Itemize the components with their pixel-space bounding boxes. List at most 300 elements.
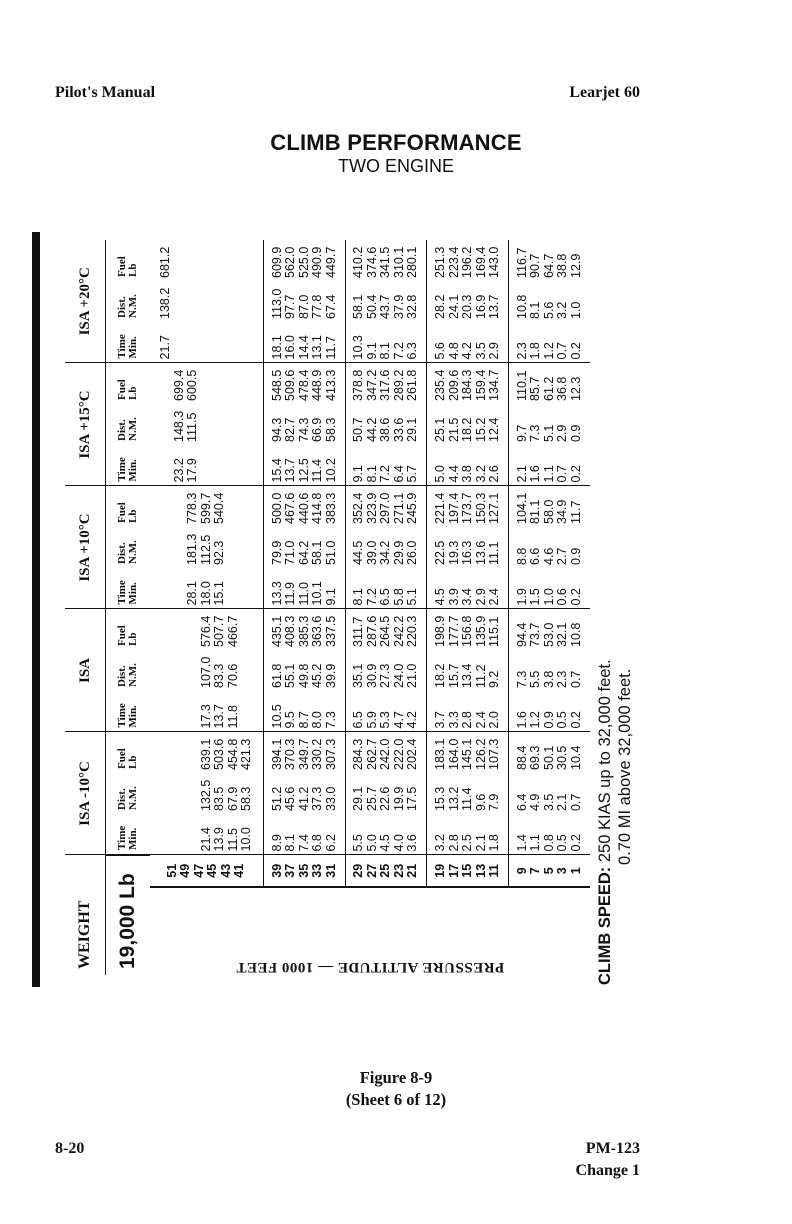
- group-header: ISA +15°C: [65, 363, 106, 486]
- data-value: 9.1: [323, 588, 338, 606]
- data-value: 17.3: [198, 704, 213, 729]
- data-value: 104.1: [514, 492, 529, 524]
- data-value: 1.8: [487, 834, 502, 852]
- data-value: 4.8: [446, 342, 461, 360]
- data-value: 6.4: [391, 465, 406, 483]
- data-value: [159, 610, 173, 648]
- data-value: [159, 364, 173, 402]
- data-value: 20.3: [460, 294, 475, 319]
- data-value: 29.9: [391, 540, 406, 565]
- data-value: 5.0: [433, 465, 448, 483]
- climb-speed-note: [595, 585, 655, 985]
- data-value: 94.3: [269, 417, 284, 442]
- data-value: [186, 240, 200, 278]
- data-value: 467.6: [283, 492, 298, 524]
- column-header-time: [106, 814, 151, 855]
- altitude-value: 31: [323, 863, 338, 878]
- data-value: 3.9: [446, 588, 461, 606]
- data-value: 0.7: [568, 793, 583, 811]
- data-column: [345, 486, 427, 527]
- data-value: 1.0: [568, 301, 583, 319]
- data-value: [213, 445, 227, 483]
- data-value: 330.2: [310, 738, 325, 770]
- data-value: 4.7: [391, 711, 406, 729]
- data-value: 24.1: [446, 294, 461, 319]
- data-value: 378.8: [351, 369, 366, 401]
- data-value: 32.8: [405, 294, 420, 319]
- data-value: 271.1: [391, 492, 406, 524]
- data-value: [200, 322, 214, 360]
- data-value: 88.4: [514, 745, 529, 770]
- data-value: 21.5: [446, 417, 461, 442]
- data-value: 14.4: [296, 335, 311, 360]
- data-value: 363.6: [310, 615, 325, 647]
- altitude-value: 45: [205, 863, 220, 878]
- data-value: [186, 691, 200, 729]
- data-value: 33.0: [323, 786, 338, 811]
- data-value: 169.4: [473, 246, 488, 278]
- data-value: [173, 487, 187, 525]
- data-value: [159, 404, 173, 442]
- data-column: [150, 486, 263, 527]
- data-value: [240, 322, 254, 360]
- figure-sheet: (Sheet 6 of 12): [345, 1090, 447, 1109]
- data-value: [227, 404, 241, 442]
- data-value: 681.2: [158, 246, 173, 278]
- data-value: 6.8: [310, 834, 325, 852]
- column-header-dist-line2: N.M.: [127, 417, 139, 441]
- data-value: 2.8: [460, 711, 475, 729]
- data-value: 21.7: [158, 335, 173, 360]
- data-value: 58.3: [239, 786, 254, 811]
- data-value: 13.7: [212, 704, 227, 729]
- data-value: 12.4: [487, 417, 502, 442]
- altitude-value: 5: [541, 867, 556, 875]
- data-column: [150, 240, 263, 281]
- data-value: [173, 691, 187, 729]
- data-value: 49.8: [296, 663, 311, 688]
- data-value: 10.0: [239, 827, 254, 852]
- data-value: 421.3: [239, 738, 254, 770]
- data-value: 245.9: [405, 492, 420, 524]
- data-value: 4.5: [433, 588, 448, 606]
- data-value: 410.2: [351, 246, 366, 278]
- data-column: [263, 773, 345, 814]
- altitude-value: 13: [473, 863, 488, 878]
- manual-title: Pilot's Manual: [55, 84, 156, 101]
- data-column: [263, 609, 345, 650]
- data-value: [213, 281, 227, 319]
- data-value: 13.9: [212, 827, 227, 852]
- weight-value: 19,000 Lb: [106, 855, 151, 975]
- data-value: 264.5: [378, 615, 393, 647]
- data-value: [159, 445, 173, 483]
- data-value: 507.7: [212, 615, 227, 647]
- page-subtitle: TWO ENGINE: [338, 156, 454, 176]
- data-value: 2.1: [514, 465, 529, 483]
- data-value: 39.0: [364, 540, 379, 565]
- data-value: 116.7: [514, 247, 529, 278]
- data-value: 548.5: [269, 369, 284, 401]
- data-value: 323.9: [364, 492, 379, 524]
- data-value: 4.9: [528, 793, 543, 811]
- altitude-values: [427, 855, 509, 887]
- data-value: 1.6: [514, 711, 529, 729]
- data-value: 0.2: [568, 834, 583, 852]
- data-value: [227, 487, 241, 525]
- data-value: 2.1: [555, 793, 570, 811]
- column-header-time-line2: Min.: [127, 336, 139, 359]
- data-column: [150, 445, 263, 486]
- column-header-fuel-line2: Lb: [127, 755, 139, 769]
- data-value: 223.4: [446, 246, 461, 278]
- data-column: [345, 322, 427, 363]
- data-column: [150, 404, 263, 445]
- data-value: 37.9: [391, 294, 406, 319]
- data-column: [150, 527, 263, 568]
- climb-performance-table: [65, 240, 590, 975]
- column-header-fuel-line1: Fuel: [116, 625, 128, 646]
- data-value: 9.5: [283, 711, 298, 729]
- data-value: 15.4: [269, 458, 284, 483]
- data-value: 107.0: [198, 656, 213, 688]
- data-value: 500.0: [269, 492, 284, 524]
- data-value: [186, 281, 200, 319]
- data-value: 39.9: [323, 663, 338, 688]
- data-value: 0.9: [568, 424, 583, 442]
- data-value: [159, 568, 173, 606]
- altitude-value: 41: [232, 863, 247, 878]
- data-value: 778.3: [185, 492, 200, 524]
- data-value: 11.5: [225, 828, 240, 852]
- data-value: 92.3: [212, 540, 227, 565]
- data-value: [213, 364, 227, 402]
- data-value: 134.7: [487, 369, 502, 401]
- data-value: 3.2: [433, 834, 448, 852]
- data-value: 2.0: [487, 711, 502, 729]
- data-value: 15.2: [473, 417, 488, 442]
- data-value: 107.3: [487, 738, 502, 770]
- data-value: 15.7: [446, 663, 461, 688]
- data-value: 11.7: [568, 500, 583, 524]
- column-header-fuel-line1: Fuel: [116, 748, 128, 769]
- data-column: [150, 732, 263, 773]
- data-column: [263, 240, 345, 281]
- data-value: 19.9: [391, 786, 406, 811]
- data-value: 150.3: [473, 492, 488, 524]
- data-value: 5.5: [528, 670, 543, 688]
- data-value: 13.2: [446, 786, 461, 811]
- data-value: [186, 322, 200, 360]
- data-value: 0.7: [555, 465, 570, 483]
- column-header-time-line1: Time: [116, 703, 128, 728]
- column-header-dist-line2: N.M.: [127, 294, 139, 318]
- data-value: [240, 650, 254, 688]
- data-value: 509.6: [283, 369, 298, 401]
- data-value: 97.7: [283, 294, 298, 319]
- data-value: 449.7: [323, 246, 338, 278]
- data-value: [200, 445, 214, 483]
- data-value: 0.2: [568, 342, 583, 360]
- data-value: 90.7: [528, 253, 543, 278]
- data-value: [227, 364, 241, 402]
- data-value: 4.5: [378, 834, 393, 852]
- data-value: 19.3: [446, 540, 461, 565]
- climb-speed-label: CLIMB SPEED:: [596, 866, 614, 985]
- data-value: 26.0: [405, 540, 420, 565]
- data-value: 8.1: [283, 834, 298, 852]
- data-value: [173, 322, 187, 360]
- data-value: 79.9: [269, 540, 284, 565]
- data-value: [159, 733, 173, 771]
- data-value: 307.3: [323, 738, 338, 770]
- climb-performance-table-rotated: [65, 240, 590, 975]
- group-header: ISA +20°C: [65, 240, 106, 363]
- data-value: 164.0: [446, 738, 461, 770]
- data-value: 600.5: [185, 369, 200, 401]
- data-value: 7.2: [378, 465, 393, 483]
- altitude-value: 27: [364, 863, 379, 878]
- data-value: 6.6: [528, 547, 543, 565]
- data-value: 25.7: [364, 786, 379, 811]
- data-value: 135.9: [473, 615, 488, 647]
- data-value: 5.1: [405, 588, 420, 606]
- data-value: 639.1: [198, 738, 213, 770]
- data-column: [427, 814, 509, 855]
- data-value: 55.1: [283, 663, 298, 688]
- column-header-dist: [106, 404, 151, 445]
- data-value: 13.1: [310, 335, 325, 360]
- data-value: [240, 610, 254, 648]
- figure-title: Figure 8-9: [359, 1068, 433, 1087]
- data-value: [159, 773, 173, 811]
- data-value: 15.1: [212, 581, 227, 606]
- data-column: [427, 609, 509, 650]
- data-column: [263, 445, 345, 486]
- data-value: 74.3: [296, 417, 311, 442]
- data-value: 53.0: [541, 622, 556, 647]
- change-number: Change 1: [575, 1162, 640, 1179]
- data-value: [200, 364, 214, 402]
- data-value: 262.7: [364, 738, 379, 770]
- data-value: 16.0: [283, 335, 298, 360]
- data-value: 34.9: [555, 499, 570, 524]
- data-value: 4.4: [446, 465, 461, 483]
- data-value: [159, 527, 173, 565]
- data-value: 156.8: [460, 615, 475, 647]
- data-value: 287.6: [364, 615, 379, 647]
- data-value: 408.3: [283, 615, 298, 647]
- data-value: 198.9: [433, 615, 448, 647]
- data-value: 414.8: [310, 492, 325, 524]
- data-value: 9.1: [364, 342, 379, 360]
- climb-speed-line2: 0.70 MI above 32,000 feet.: [616, 668, 634, 865]
- data-column: [427, 773, 509, 814]
- column-header-time-line2: Min.: [127, 827, 139, 850]
- data-column: [509, 486, 590, 527]
- data-value: [173, 610, 187, 648]
- data-value: 58.1: [351, 294, 366, 319]
- data-value: 9.2: [487, 670, 502, 688]
- data-value: 202.4: [405, 738, 420, 770]
- column-header-fuel: [106, 609, 151, 650]
- data-value: 5.6: [541, 301, 556, 319]
- data-column: [509, 527, 590, 568]
- column-header-time-line1: Time: [116, 457, 128, 482]
- data-value: 127.1: [487, 492, 502, 524]
- column-header-dist: [106, 527, 151, 568]
- data-value: 28.2: [433, 294, 448, 319]
- data-column: [263, 568, 345, 609]
- data-value: 77.8: [310, 294, 325, 319]
- weight-label: WEIGHT: [65, 855, 106, 975]
- data-column: [345, 814, 427, 855]
- data-value: 184.3: [460, 369, 475, 401]
- data-value: 261.8: [405, 369, 420, 401]
- data-value: 5.6: [433, 342, 448, 360]
- data-value: 126.2: [473, 738, 488, 770]
- data-value: 609.9: [269, 246, 284, 278]
- data-column: [427, 240, 509, 281]
- data-column: [345, 363, 427, 404]
- data-column: [509, 445, 590, 486]
- data-value: 220.3: [405, 615, 420, 647]
- data-column: [427, 445, 509, 486]
- data-value: 478.4: [296, 369, 311, 401]
- data-value: 18.0: [198, 581, 213, 606]
- data-value: 525.0: [296, 246, 311, 278]
- data-value: 61.2: [541, 376, 556, 401]
- data-value: 1.2: [528, 711, 543, 729]
- data-value: 11.4: [310, 459, 325, 483]
- data-column: [263, 650, 345, 691]
- data-value: 34.2: [378, 540, 393, 565]
- data-value: 17.5: [405, 786, 420, 811]
- data-value: 83.3: [212, 663, 227, 688]
- data-value: 0.6: [555, 588, 570, 606]
- data-value: 5.5: [351, 834, 366, 852]
- altitude-value: 1: [568, 867, 583, 875]
- column-header-dist-line1: Dist.: [116, 542, 128, 564]
- data-value: 284.3: [351, 738, 366, 770]
- data-column: [509, 281, 590, 322]
- data-value: 5.3: [378, 711, 393, 729]
- column-header-dist-line1: Dist.: [116, 419, 128, 441]
- data-column: [150, 650, 263, 691]
- data-value: 67.4: [323, 294, 338, 319]
- data-value: 2.9: [487, 342, 502, 360]
- column-header-fuel-line1: Fuel: [116, 502, 128, 523]
- altitude-band: [427, 240, 509, 975]
- data-value: 143.0: [487, 246, 502, 278]
- data-value: 1.6: [528, 465, 543, 483]
- data-value: 71.0: [283, 540, 298, 565]
- altitude-values: [509, 855, 590, 887]
- data-value: 18.1: [269, 335, 284, 360]
- data-value: 5.0: [364, 834, 379, 852]
- data-value: 0.5: [555, 834, 570, 852]
- data-value: 196.2: [460, 246, 475, 278]
- data-value: 341.5: [378, 246, 393, 278]
- data-value: [159, 650, 173, 688]
- data-value: 17.9: [185, 458, 200, 483]
- data-value: 311.7: [351, 616, 366, 647]
- data-value: 23.2: [171, 458, 186, 483]
- data-value: 2.6: [487, 465, 502, 483]
- data-value: 64.7: [541, 253, 556, 278]
- data-value: 440.6: [296, 492, 311, 524]
- altitude-value: 35: [296, 863, 311, 878]
- page-number: 8-20: [55, 1140, 85, 1157]
- data-column: [509, 814, 590, 855]
- group-header: ISA: [65, 609, 106, 732]
- data-value: 1.1: [541, 465, 556, 483]
- data-value: [240, 445, 254, 483]
- data-value: 29.1: [405, 417, 420, 442]
- document-number: PM-123: [585, 1140, 640, 1157]
- altitude-value: 25: [378, 863, 393, 878]
- data-column: [150, 609, 263, 650]
- altitude-value: 7: [528, 867, 543, 875]
- altitude-value: 39: [269, 863, 284, 878]
- data-column: [345, 527, 427, 568]
- data-column: [150, 322, 263, 363]
- data-value: 222.0: [391, 738, 406, 770]
- data-column: [509, 773, 590, 814]
- column-header-fuel-line2: Lb: [127, 509, 139, 523]
- data-value: 10.5: [269, 704, 284, 729]
- data-value: 73.7: [528, 622, 543, 647]
- data-value: [186, 773, 200, 811]
- data-value: 8.9: [269, 834, 284, 852]
- data-value: 3.4: [460, 588, 475, 606]
- data-value: 0.2: [568, 711, 583, 729]
- altitude-band: [150, 240, 263, 975]
- data-value: 45.2: [310, 663, 325, 688]
- data-value: 349.7: [296, 738, 311, 770]
- data-column: [345, 281, 427, 322]
- data-value: [240, 281, 254, 319]
- data-value: 33.6: [391, 417, 406, 442]
- altitude-value: 21: [405, 863, 420, 878]
- data-value: [159, 691, 173, 729]
- data-value: 11.1: [487, 541, 502, 565]
- data-value: 8.8: [514, 547, 529, 565]
- data-value: 490.9: [310, 246, 325, 278]
- data-value: 347.2: [364, 369, 379, 401]
- data-value: [173, 814, 187, 852]
- data-value: 0.8: [541, 834, 556, 852]
- data-value: 43.7: [378, 294, 393, 319]
- data-column: [345, 445, 427, 486]
- data-value: 145.1: [460, 738, 475, 770]
- data-column: [427, 568, 509, 609]
- data-value: 540.4: [212, 492, 227, 524]
- column-header-time-line1: Time: [116, 580, 128, 605]
- data-value: 1.0: [541, 588, 556, 606]
- altitude-value: 17: [446, 863, 461, 878]
- data-value: 8.1: [528, 301, 543, 319]
- pressure-altitude-label: PRESSURE ALTITUDE — 1000 FEET: [235, 959, 505, 975]
- data-value: 2.8: [446, 834, 461, 852]
- column-header-fuel: [106, 240, 151, 281]
- data-column: [427, 527, 509, 568]
- data-value: 27.3: [378, 663, 393, 688]
- data-value: 0.7: [555, 342, 570, 360]
- pressure-altitude-axis: [150, 887, 590, 975]
- data-column: [427, 363, 509, 404]
- data-value: 2.5: [460, 834, 475, 852]
